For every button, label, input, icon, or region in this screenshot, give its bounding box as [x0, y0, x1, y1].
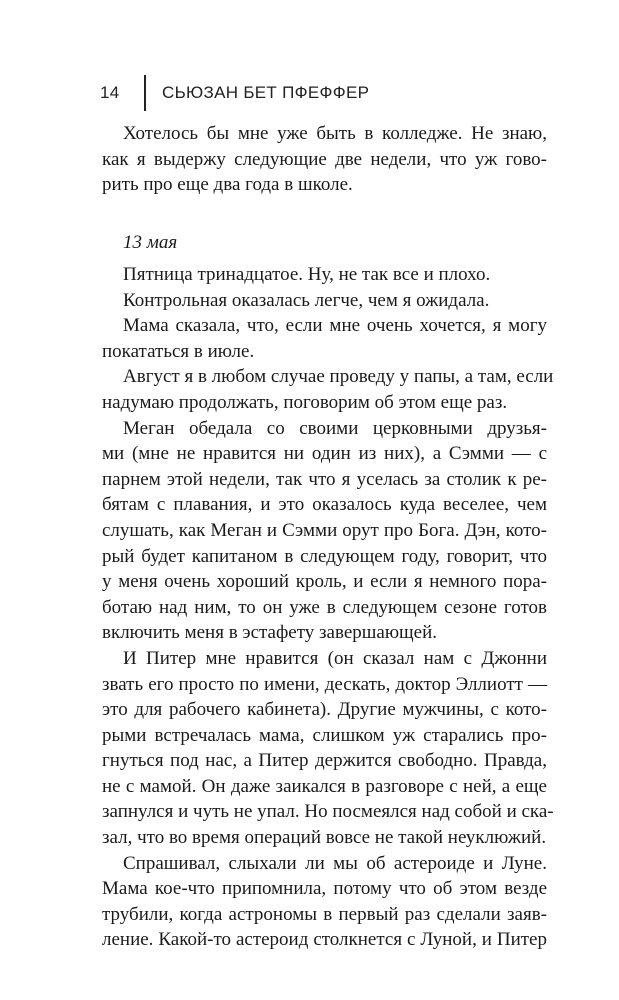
page-header — [100, 75, 369, 111]
text-line: Мама сказала, что, если мне очень хочется, я могу — [123, 315, 547, 337]
header-divider — [144, 75, 146, 111]
text-line: Меган обедала со своими церковными друзья- — [123, 417, 547, 439]
text-line: ми (мне не нравится ни один из них), а Сэмми — с — [102, 443, 547, 465]
text-line: парнем этой недели, так что я уселась за столик к ре- — [102, 468, 547, 490]
text-line: трубили, когда астрономы в первый раз сделали заяв- — [102, 903, 547, 925]
text-line: зал, что во время операций вовсе не такой неуклюжий. — [102, 827, 547, 849]
text-line: это для рабочего кабинета). Другие мужчины, с кото- — [102, 699, 547, 721]
text-line: Спрашивал, слыхали ли мы об астероиде и Луне. — [123, 852, 547, 874]
text-line: Пятница тринадцатое. Ну, не так все и плохо. — [123, 264, 491, 285]
page-number: 14 — [100, 83, 120, 102]
text-line: звать его просто по имени, дескать, доктор Эллиотт — — [102, 673, 547, 695]
text-line: И Питер мне нравится (он сказал нам с Джонни — [123, 647, 547, 669]
text-line: рый будет капитаном в следующем году, говорит, что — [102, 545, 547, 567]
text-line: рыми встречалась мама, слишком уж старались про- — [102, 724, 547, 746]
diary-entry — [102, 262, 554, 953]
text-line: покататься в июле. — [102, 340, 255, 362]
text-line: ление. Какой-то астероид столкнется с Луной, и Питер — [102, 929, 547, 951]
text-line: как я выдержу следующие две недели, что уж гово- — [102, 148, 547, 170]
text-line: слушать, как Меган и Сэмми орут про Бога. Дэн, кото- — [102, 519, 547, 541]
text-line: не с мамой. Он даже заикался в разговоре с ней, а еще — [102, 775, 547, 797]
text-line: Хотелось бы мне уже быть в колледже. Не знаю, — [123, 123, 547, 144]
diary-date-heading: 13 мая — [123, 232, 178, 253]
text-line: бятам с плавания, и это оказалось куда веселее, чем — [102, 494, 547, 516]
text-line: у меня очень хороший кроль, и если я немного пора- — [102, 571, 547, 593]
text-line: запнулся и чуть не упал. Но посмеялся над собой и ска- — [102, 801, 554, 823]
text-line: Август я в любом случае проведу у папы, а там, если — [123, 366, 554, 388]
text-line: Мама кое-что припомнила, потому что об этом везде — [102, 878, 547, 900]
text-line: Контрольная оказалась легче, чем я ожидала. — [123, 289, 490, 311]
running-title: СЬЮЗАН БЕТ ПФЕФФЕР — [162, 83, 370, 102]
text-line: гнуться под нас, а Питер держится свободно. Правда, — [102, 750, 547, 772]
text-line: надумаю продолжать, поговорим об этом еще раз. — [102, 391, 508, 413]
text-line: рить про еще два года в школе. — [102, 174, 353, 196]
intro-paragraph — [102, 121, 547, 198]
text-line: ботаю над ним, то он уже в следующем сезоне готов — [102, 596, 547, 618]
text-line: включить меня в эстафету завершающей. — [102, 622, 438, 644]
